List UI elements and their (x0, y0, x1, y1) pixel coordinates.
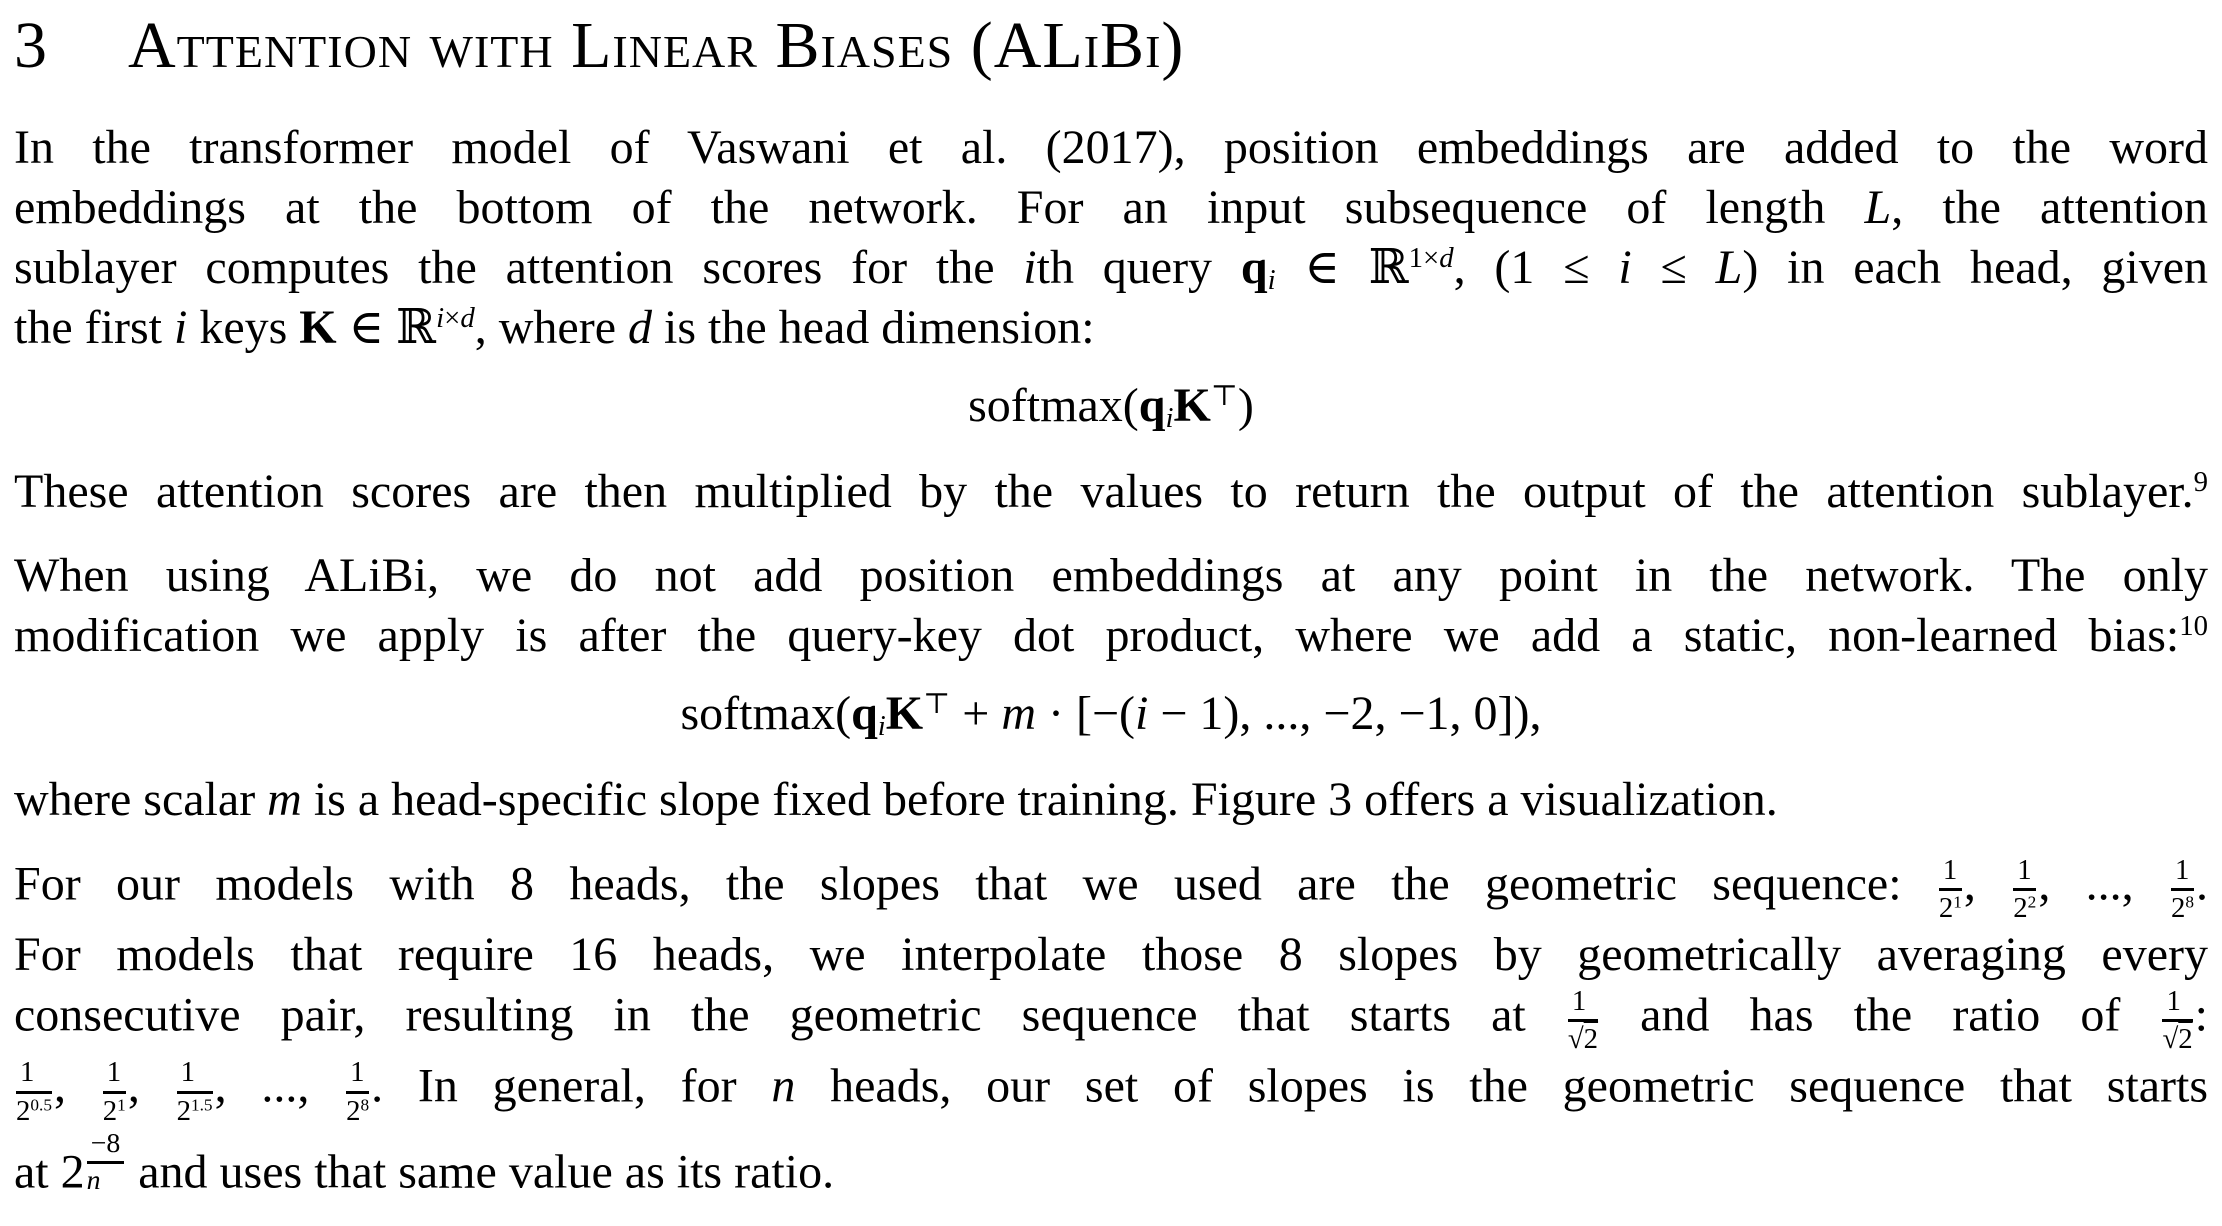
text-line: at 2 $^{\frac{-8}{n}}$ and uses that same value as its ratio. (14, 1127, 835, 1199)
paragraph-slope-note (14, 770, 2208, 830)
section-title: Attention with Linear Biases (ALiBi) (128, 9, 1185, 82)
text-line: When using ALiBi, we do not add position embeddings at any point in the network. The only (14, 549, 2208, 602)
paragraph-alibi-modification (14, 546, 2208, 666)
equation-softmax-alibi-bias: $softmax(q_iK^⊤ + m \cdot [-(i - 1)$, ..., −2, −1, 0]), (680, 687, 1542, 742)
paragraph-slopes-geometric-sequence (14, 854, 2208, 1202)
text-line: modification we apply is after the query-key dot product, where we add a static, non-learned bias:$^{10}$ (14, 609, 2208, 662)
text-line: sublayer computes the attention scores for the ith query $q_i$ ∈ ℝ$^{1\times d}$, (1 ≤ i ≤ L) in each head, given (14, 241, 2209, 296)
text-line: For models that require 16 heads, we interpolate those 8 slopes by geometrically averaging every (14, 928, 2208, 982)
text-line: consecutive pair, resulting in the geometric sequence that starts at $\frac{1}{√2}$ and has the ratio of $\frac{1}{√2}$ : (14, 985, 2208, 1056)
text-line: For our models with 8 heads, the slopes that we used are the geometric sequence: $\frac{1}{2^1}$ , $\frac{1}{2^2}$ , ..., $\frac{1}{2^8}$ . (14, 854, 2209, 925)
text-line: embeddings at the bottom of the network. For an input subsequence of length L, the attention (14, 181, 2209, 234)
text-line: In the transformer model of Vaswani et al. (2017), position embeddings are added to the word (14, 121, 2208, 174)
section-number: 3 (14, 9, 48, 82)
text-line: $\frac{1}{2^{0.5}}$ , $\frac{1}{2^1}$ , $\frac{1}{2^{1.5}}$ , ..., $\frac{1}{2^8}$ . In general, for n heads, our set of slopes is the geometric sequence that starts (16, 1056, 2209, 1127)
section-heading (14, 8, 2208, 84)
paragraph-transformer-attention (14, 118, 2208, 358)
text-line: the first i keys K ∈ ℝ$^{i\times d}$, where d is the head dimension: (14, 301, 1095, 354)
text-line: These attention scores are then multiplied by the values to return the output of the attention sublayer.$^9$ (14, 465, 2208, 518)
text-line: where scalar m is a head-specific slope fixed before training. Figure 3 offers a visualization. (14, 773, 1778, 826)
equation-softmax-qk: $softmax(q_iK^⊤)$ (968, 379, 1254, 434)
paragraph-attention-output (14, 462, 2208, 522)
